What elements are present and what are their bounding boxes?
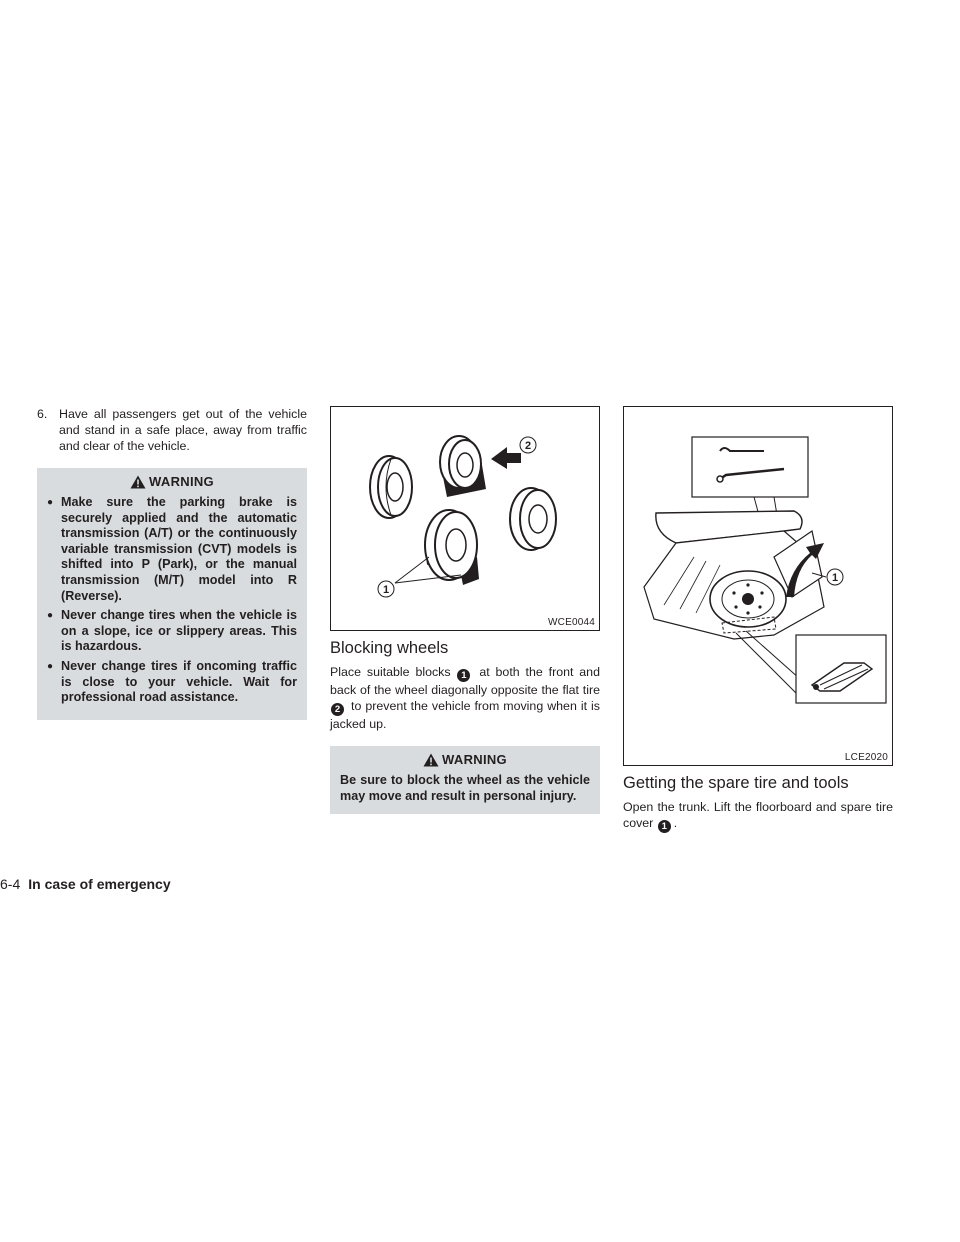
section-title: In case of emergency	[28, 876, 171, 892]
warning-item	[47, 495, 297, 604]
warning-item	[47, 608, 297, 655]
bullet-icon: ●	[47, 660, 54, 672]
warning-text: Be sure to block the wheel as the vehicle may move and result in personal injury.	[340, 773, 590, 803]
paragraph-text: at both the front and back of the wheel diagonally opposite the flat tire	[330, 665, 600, 697]
tire-icon	[370, 456, 412, 518]
paragraph-text: .	[673, 816, 678, 830]
reference-marker-1: 1	[457, 669, 470, 682]
callout-label-2: 2	[524, 440, 532, 452]
page-footer	[0, 876, 171, 892]
warning-heading-text: WARNING	[442, 752, 507, 767]
tools-inset-box	[692, 437, 808, 497]
warning-triangle-icon	[423, 753, 439, 767]
tire-with-block-icon	[440, 436, 486, 497]
wheel-blocks-illustration	[331, 407, 601, 630]
warning-item	[47, 659, 297, 706]
warning-box-block-wheel	[330, 746, 600, 814]
step-text: Have all passengers get out of the vehicle and stand in a safe place, away from traffic and clear of the vehicle.	[59, 407, 307, 453]
warning-item-text: Never change tires when the vehicle is on a slope, ice or slippery areas. This is hazardous.	[61, 608, 297, 654]
trunk-spare-tire-illustration	[624, 407, 894, 765]
bullet-icon: ●	[47, 610, 54, 622]
callout-label-1: 1	[831, 572, 839, 584]
paragraph-text: Place suitable blocks	[330, 665, 451, 679]
page-number: 6-4	[0, 876, 21, 892]
arrow-icon	[491, 447, 521, 469]
left-column	[37, 406, 307, 720]
reference-marker-2: 2	[331, 703, 344, 716]
callout-label-1: 1	[382, 584, 390, 596]
paragraph-text: Open the trunk. Lift the floorboard and spare tire cover	[623, 800, 893, 830]
paragraph-text: to prevent the vehicle from moving when it is jacked up.	[330, 699, 600, 731]
figure-code: WCE0044	[548, 617, 595, 628]
bullet-icon: ●	[47, 497, 54, 508]
warning-heading	[47, 474, 297, 489]
warning-heading-text: WARNING	[149, 474, 214, 489]
warning-item-text: Make sure the parking brake is securely applied and the automatic transmission (A/T) or the continuously variable transmission (CVT) models is shifted into P (Park), or the manual transmission (M/T) model into R (Reverse).	[61, 495, 297, 603]
reference-marker-1: 1	[658, 820, 671, 833]
spare-tire-paragraph	[623, 799, 893, 833]
figure-spare-tire-and-tools	[623, 406, 893, 766]
instruction-step-6	[37, 406, 307, 454]
tire-with-blocks-icon	[425, 510, 479, 585]
blocking-wheels-paragraph	[330, 664, 600, 732]
section-heading-spare-tire: Getting the spare tire and tools	[623, 774, 849, 792]
tire-icon	[510, 488, 556, 550]
step-number: 6.	[37, 407, 48, 421]
right-column	[623, 406, 893, 833]
warning-heading	[340, 752, 590, 767]
warning-triangle-icon	[130, 475, 146, 489]
warning-item-text: Never change tires if oncoming traffic is close to your vehicle. Wait for professional road assistance.	[61, 658, 297, 705]
section-heading-blocking-wheels: Blocking wheels	[330, 639, 449, 657]
middle-column	[330, 406, 600, 814]
figure-code: LCE2020	[844, 752, 888, 763]
warning-box-tire-change	[37, 468, 307, 720]
figure-blocking-wheels	[330, 406, 600, 631]
